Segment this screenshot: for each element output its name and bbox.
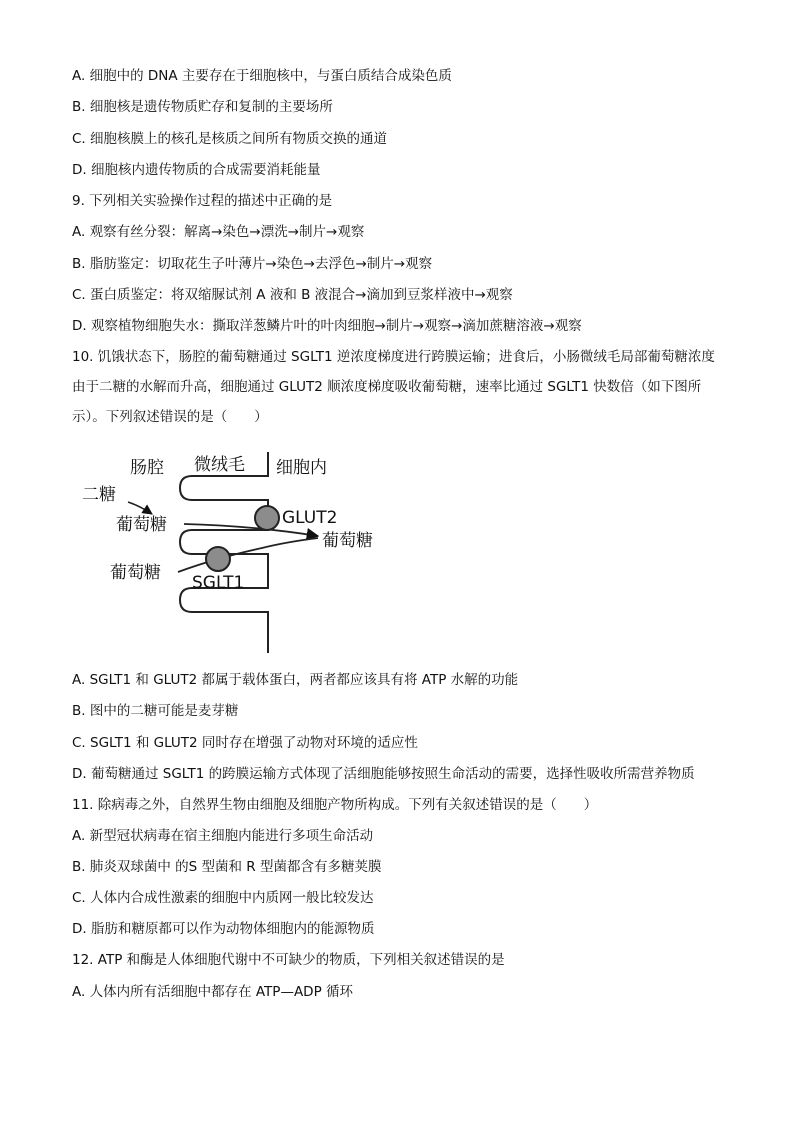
disaccharide-arrow — [128, 502, 152, 514]
transport-diagram — [76, 448, 396, 653]
option-12a: A. 人体内所有活细胞中都存在 ATP—ADP 循环 — [72, 984, 354, 1000]
glut2-carrier — [255, 506, 279, 530]
option-11d: D. 脂肪和糖原都可以作为动物体细胞内的能源物质 — [72, 921, 375, 937]
question-12: 12. ATP 和酶是人体细胞代谢中不可缺少的物质，下列相关叙述错误的是 — [72, 952, 505, 968]
question-11: 11. 除病毒之外，自然界生物由细胞及细胞产物所构成。下列有关叙述错误的是（ ） — [72, 797, 598, 813]
option-11b: B. 肺炎双球菌中 的S 型菌和 R 型菌都含有多糖荚膜 — [72, 859, 382, 875]
option-10d: D. 葡萄糖通过 SGLT1 的跨膜运输方式体现了活细胞能够按照生命活动的需要，选择性吸收所需营养物质 — [72, 766, 695, 782]
option-11a: A. 新型冠状病毒在宿主细胞内能进行多项生命活动 — [72, 828, 374, 844]
glut2-label: GLUT2 — [282, 508, 338, 528]
option-8c: C. 细胞核膜上的核孔是核质之间所有物质交换的通道 — [72, 131, 388, 147]
option-10b: B. 图中的二糖可能是麦芽糖 — [72, 703, 239, 719]
option-9d: D. 观察植物细胞失水：撕取洋葱鳞片叶的叶肉细胞→制片→观察→滴加蔗糖溶液→观察 — [72, 318, 582, 334]
option-10a: A. SGLT1 和 GLUT2 都属于载体蛋白，两者都应该具有将 ATP 水解的功能 — [72, 672, 519, 688]
glucose-right-label: 葡萄糖 — [322, 531, 373, 551]
option-9a: A. 观察有丝分裂：解离→染色→漂洗→制片→观察 — [72, 224, 365, 240]
option-8a: A. 细胞中的 DNA 主要存在于细胞核中，与蛋白质结合成染色质 — [72, 68, 452, 84]
glucose-top-label: 葡萄糖 — [116, 515, 167, 535]
glucose-bottom-label: 葡萄糖 — [110, 563, 161, 583]
sglt1-label: SGLT1 — [192, 573, 245, 593]
option-9c: C. 蛋白质鉴定：将双缩脲试剂 A 液和 B 液混合→滴加到豆浆样液中→观察 — [72, 287, 513, 303]
sglt1-carrier — [206, 547, 230, 571]
option-8b: B. 细胞核是遗传物质贮存和复制的主要场所 — [72, 99, 333, 115]
option-9b: B. 脂肪鉴定：切取花生子叶薄片→染色→去浮色→制片→观察 — [72, 256, 433, 272]
intracellular-label: 细胞内 — [276, 458, 327, 478]
question-9: 9. 下列相关实验操作过程的描述中正确的是 — [72, 193, 333, 209]
lumen-label: 肠腔 — [130, 458, 164, 478]
option-8d: D. 细胞核内遗传物质的合成需要消耗能量 — [72, 162, 321, 178]
microvilli-label: 微绒毛 — [194, 455, 245, 475]
disaccharide-label: 二糖 — [82, 485, 116, 505]
option-10c: C. SGLT1 和 GLUT2 同时存在增强了动物对环境的适应性 — [72, 735, 418, 751]
question-10: 10. 饥饿状态下，肠腔的葡萄糖通过 SGLT1 逆浓度梯度进行跨膜运输；进食后，小肠微绒毛局部葡萄糖浓度由于二糖的水解而升高，细胞通过 GLUT2 顺浓度梯度吸收葡萄糖，速率比通过 SGLT1 快数倍（如下图所示）。下列叙述错误的是（ ） — [72, 349, 715, 425]
option-11c: C. 人体内合成性激素的细胞中内质网一般比较发达 — [72, 890, 374, 906]
